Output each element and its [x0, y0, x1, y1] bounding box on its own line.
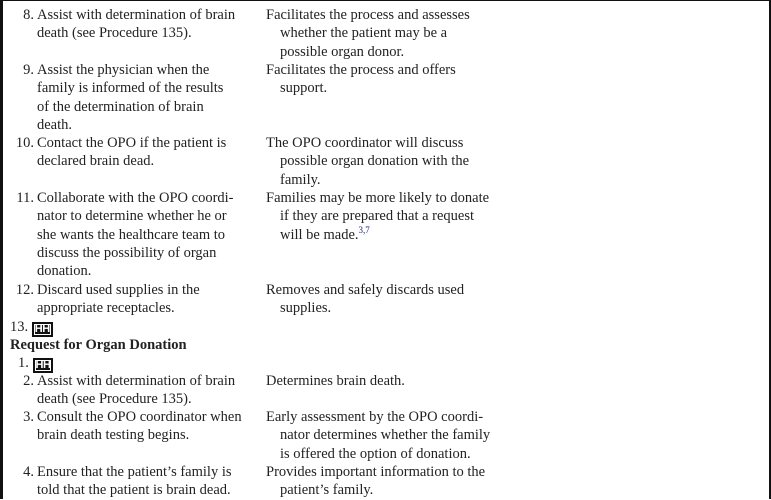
step-number — [0, 408, 34, 426]
step-number — [18, 354, 53, 373]
rationale-text: possible organ donor. — [280, 43, 405, 60]
rationale-line — [266, 171, 526, 189]
action-line: family is informed of the results — [37, 80, 224, 97]
step-number — [0, 372, 34, 390]
step-number — [0, 189, 34, 207]
action-cell — [37, 372, 262, 409]
action-line: Assist with determination of brain — [37, 7, 236, 23]
action-cell — [37, 463, 262, 500]
rationale-text: The OPO coordinator will discuss — [266, 135, 464, 151]
rationale-line — [266, 445, 526, 463]
step-number-text: 3. — [23, 409, 34, 425]
rationale-line — [266, 463, 526, 481]
rationale-text: possible organ donation with the — [280, 153, 470, 170]
rationale-line — [266, 6, 526, 24]
rationale-text: nator determines whether the family — [280, 427, 491, 444]
action-line: Assist the physician when the — [37, 62, 210, 78]
rationale-line — [266, 61, 526, 79]
hh-icon: HH — [32, 322, 53, 337]
rationale-text: Early assessment by the OPO coordi- — [266, 409, 484, 425]
rationale-cell — [266, 408, 526, 463]
action-cell — [37, 281, 262, 318]
step-number — [0, 281, 34, 299]
rationale-text: if they are prepared that a request — [280, 208, 475, 225]
rationale-text: Facilitates the process and offers — [266, 62, 456, 78]
action-line: appropriate receptacles. — [37, 300, 175, 317]
action-line: Assist with determination of brain — [37, 373, 236, 389]
step-number — [0, 134, 34, 152]
section-heading: Request for Organ Donation — [10, 337, 187, 353]
step-number-text: 13. — [10, 319, 29, 335]
rationale-text: Provides important information to the — [266, 464, 486, 480]
rationale-line — [266, 481, 526, 499]
action-cell — [37, 134, 262, 171]
rationale-line — [266, 281, 526, 299]
rationale-line — [266, 226, 526, 244]
action-line: told that the patient is brain dead. — [37, 482, 231, 499]
rationale-cell — [266, 189, 526, 244]
action-line: declared brain dead. — [37, 153, 155, 170]
rationale-line — [266, 408, 526, 426]
rationale-line — [266, 207, 526, 225]
step-number-text: 8. — [23, 7, 34, 23]
rationale-text: is offered the option of donation. — [280, 445, 471, 462]
rationale-text: support. — [280, 80, 328, 97]
hh-icon: HH — [33, 358, 54, 373]
action-line: Discard used supplies in the — [37, 282, 200, 298]
rationale-line — [266, 426, 526, 444]
action-line: Contact the OPO if the patient is — [37, 135, 227, 151]
rationale-text: Families may be more likely to donate — [266, 190, 490, 206]
rationale-text: Facilitates the process and assesses — [266, 7, 470, 23]
action-line: death (see Procedure 135). — [37, 391, 192, 408]
step-number-text: 2. — [23, 373, 34, 389]
step-number — [10, 318, 53, 337]
step-number-text: 4. — [23, 464, 34, 480]
step-number-text: 11. — [16, 190, 34, 206]
rationale-text: Removes and safely discards used — [266, 282, 465, 298]
action-cell — [37, 189, 262, 280]
rationale-line — [266, 372, 526, 390]
rationale-cell — [266, 281, 526, 318]
rationale-line — [266, 79, 526, 97]
rationale-cell — [266, 61, 526, 98]
action-cell — [37, 6, 262, 43]
rationale-line — [266, 43, 526, 61]
action-cell — [37, 61, 262, 134]
action-line: death (see Procedure 135). — [37, 25, 192, 42]
rationale-text: will be made. — [280, 226, 359, 243]
rationale-line — [266, 152, 526, 170]
rationale-text: supplies. — [280, 300, 332, 317]
action-line: donation. — [37, 263, 92, 280]
step-number — [0, 463, 34, 481]
action-line: brain death testing begins. — [37, 427, 190, 444]
step-number — [0, 61, 34, 79]
rationale-text: family. — [280, 171, 321, 188]
step-number-text: 1. — [18, 355, 29, 371]
action-line: discuss the possibility of organ — [37, 244, 217, 261]
rationale-cell — [266, 463, 526, 500]
rationale-line — [266, 189, 526, 207]
action-line: Consult the OPO coordinator when — [37, 409, 242, 425]
action-cell — [37, 408, 262, 445]
rationale-cell — [266, 134, 526, 189]
action-line: nator to determine whether he or — [37, 208, 227, 225]
rationale-line — [266, 134, 526, 152]
rationale-line — [266, 24, 526, 42]
action-line: Ensure that the patient’s family is — [37, 464, 232, 480]
step-number-text: 12. — [15, 282, 34, 298]
rationale-line — [266, 299, 526, 317]
action-line: she wants the healthcare team to — [37, 226, 226, 243]
step-number-text: 10. — [15, 135, 34, 151]
rationale-text: Determines brain death. — [266, 373, 405, 389]
rationale-cell — [266, 6, 526, 61]
action-line: Collaborate with the OPO coordi- — [37, 190, 234, 206]
rationale-text: patient’s family. — [280, 482, 374, 499]
step-number — [0, 6, 34, 24]
step-number-text: 9. — [23, 62, 34, 78]
rationale-text: whether the patient may be a — [280, 25, 448, 42]
action-line: death. — [37, 116, 73, 133]
rationale-cell — [266, 372, 526, 390]
action-line: of the determination of brain — [37, 98, 204, 115]
reference-superscript[interactable]: 3,7 — [358, 224, 370, 235]
